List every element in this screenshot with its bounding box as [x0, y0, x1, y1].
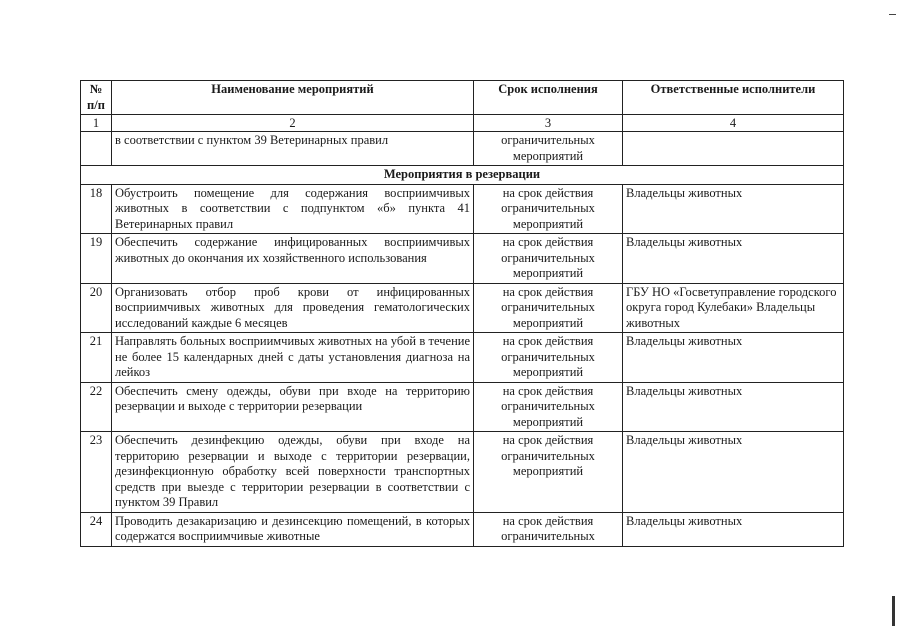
row-resp: Владельцы животных: [623, 234, 844, 284]
row-resp: Владельцы животных: [623, 382, 844, 432]
section-title: Мероприятия в резервации: [81, 166, 844, 185]
row-resp: Владельцы животных: [623, 432, 844, 513]
row-term: на срок действия ограничительных: [474, 512, 623, 546]
row-text: Направлять больных восприимчивых животных на убой в течение не более 15 календарных дней с даты установления диагноза на лейкоз: [112, 333, 474, 383]
table-row: [81, 283, 844, 333]
col-number-2: 2: [112, 115, 474, 132]
row-num: 18: [81, 184, 112, 234]
row-num: 20: [81, 283, 112, 333]
row-term: ограничительных мероприятий: [474, 132, 623, 166]
row-resp: [623, 132, 844, 166]
row-text: в соответствии с пунктом 39 Ветеринарных правил: [112, 132, 474, 166]
col-number-1: 1: [81, 115, 112, 132]
table-row: [81, 333, 844, 383]
header-num: № п/п: [81, 81, 112, 115]
row-text: Организовать отбор проб крови от инфицированных восприимчивых животных для проведения гематологических исследований каждые 6 месяцев: [112, 283, 474, 333]
header-term: Срок исполнения: [474, 81, 623, 115]
row-text: Проводить дезакаризацию и дезинсекцию помещений, в которых содержатся восприимчивые животные: [112, 512, 474, 546]
table-row: [81, 382, 844, 432]
header-resp: Ответственные исполнители: [623, 81, 844, 115]
row-text: Обеспечить дезинфекцию одежды, обуви при входе на территорию резервации и выходе с территории резервации, дезинфекционную обработку всей поверхности транспортных средств при выезде с территории резервации в соответствии с пунктом 39 Правил: [112, 432, 474, 513]
row-resp: Владельцы животных: [623, 512, 844, 546]
row-term: на срок действия ограничительных мероприятий: [474, 283, 623, 333]
row-text: Обустроить помещение для содержания восприимчивых животных в соответствии с подпунктом «б» пункта 41 Ветеринарных правил: [112, 184, 474, 234]
scan-edge-mark: [889, 14, 896, 15]
row-resp: Владельцы животных: [623, 184, 844, 234]
table-row: [81, 184, 844, 234]
row-term: на срок действия ограничительных мероприятий: [474, 382, 623, 432]
row-num: 19: [81, 234, 112, 284]
table-row: [81, 512, 844, 546]
row-term: на срок действия ограничительных мероприятий: [474, 432, 623, 513]
table-header-row: [81, 81, 844, 115]
section-row: [81, 166, 844, 185]
scan-edge-mark: [892, 596, 895, 626]
continuation-row: [81, 132, 844, 166]
row-num: 21: [81, 333, 112, 383]
col-number-3: 3: [474, 115, 623, 132]
row-text: Обеспечить смену одежды, обуви при входе на территорию резервации и выходе с территории резервации: [112, 382, 474, 432]
row-num: 23: [81, 432, 112, 513]
row-term: на срок действия ограничительных мероприятий: [474, 184, 623, 234]
row-term: на срок действия ограничительных мероприятий: [474, 234, 623, 284]
row-num: 22: [81, 382, 112, 432]
table-row: [81, 432, 844, 513]
col-number-4: 4: [623, 115, 844, 132]
row-term: на срок действия ограничительных мероприятий: [474, 333, 623, 383]
row-num: 24: [81, 512, 112, 546]
row-resp: Владельцы животных: [623, 333, 844, 383]
column-number-row: [81, 115, 844, 132]
header-name: Наименование мероприятий: [112, 81, 474, 115]
row-resp: ГБУ НО «Госветуправление городского округа город Кулебаки» Владельцы животных: [623, 283, 844, 333]
row-num: [81, 132, 112, 166]
row-text: Обеспечить содержание инфицированных восприимчивых животных до окончания их хозяйственного использования: [112, 234, 474, 284]
table-row: [81, 234, 844, 284]
measures-table: [80, 80, 844, 547]
